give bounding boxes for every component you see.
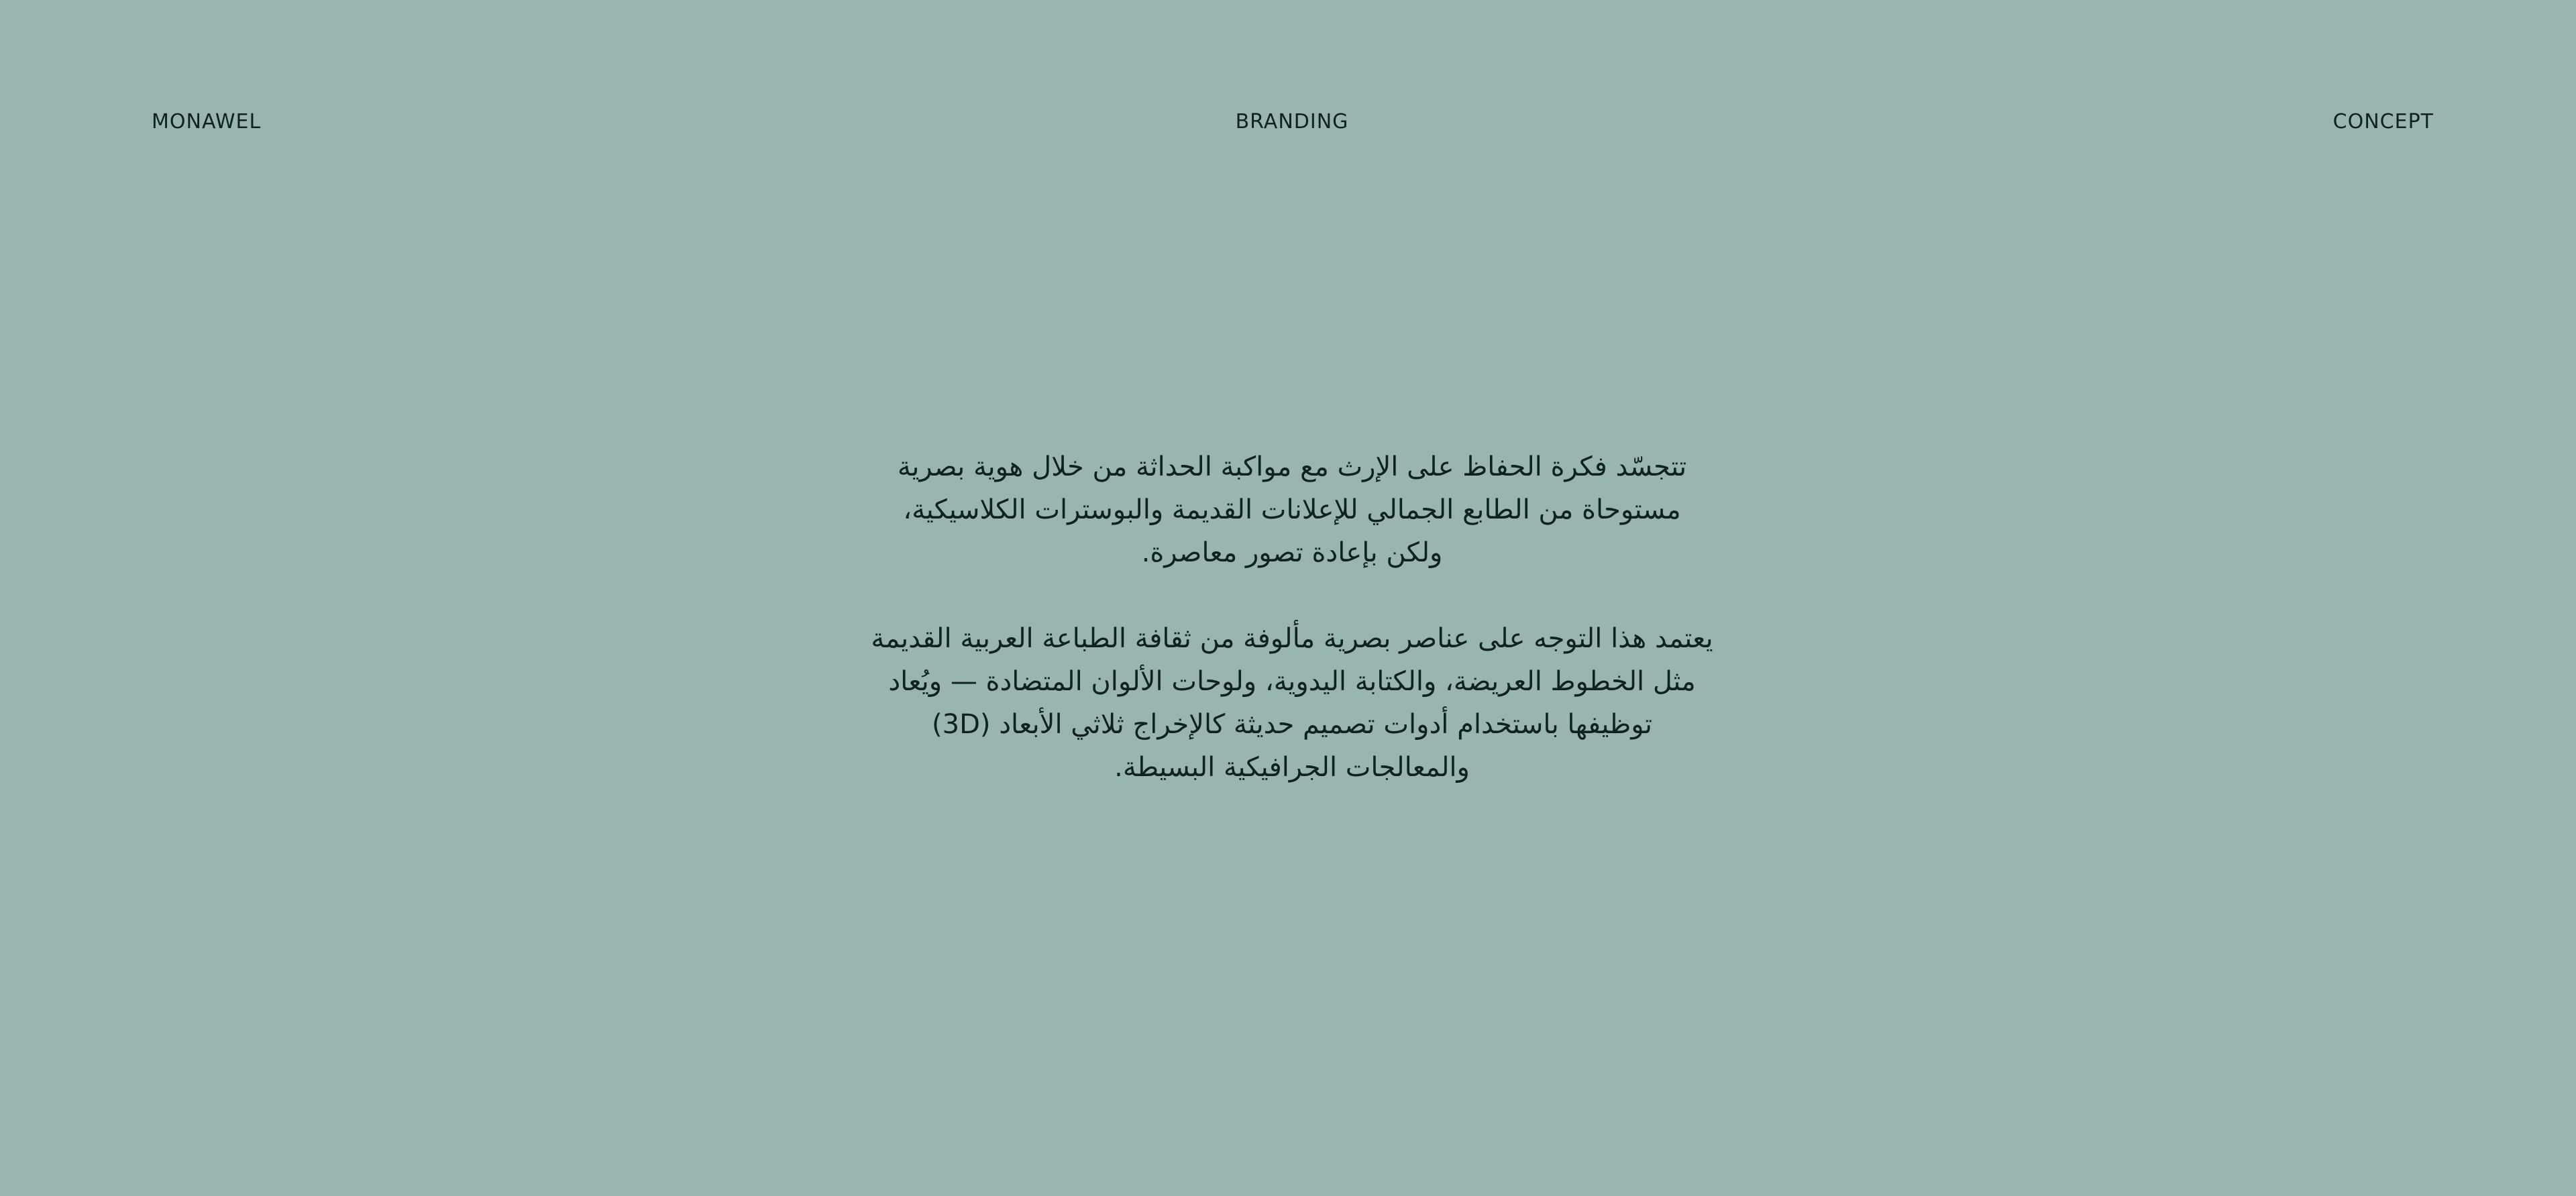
paragraph-2-line-3: توظيفها باستخدام أدوات تصميم حديثة كالإخراج ثلاثي الأبعاد (3D) xyxy=(932,709,1652,740)
paragraph-2-line-4: والمعالجات الجرافيكية البسيطة. xyxy=(1114,752,1470,783)
header-section-label: BRANDING xyxy=(1235,110,1349,133)
header-category-label: CONCEPT xyxy=(2332,110,2434,133)
paragraph-1-line-2: مستوحاة من الطابع الجمالي للإعلانات القديمة والبوسترات الكلاسيكية، xyxy=(903,494,1681,525)
paragraph-1-line-1: تتجسّد فكرة الحفاظ على الإرث مع مواكبة الحداثة من خلال هوية بصرية xyxy=(897,451,1687,482)
paragraph-1-line-3: ولكن بإعادة تصور معاصرة. xyxy=(1141,537,1443,568)
paragraph-2-line-1: يعتمد هذا التوجه على عناصر بصرية مألوفة من ثقافة الطباعة العربية القديمة xyxy=(871,623,1713,654)
description-paragraph-1 xyxy=(751,445,1833,574)
description-text-block xyxy=(751,445,1833,789)
paragraph-2-line-2: مثل الخطوط العريضة، والكتابة اليدوية، ولوحات الألوان المتضادة — ويُعاد xyxy=(888,666,1696,697)
description-paragraph-2 xyxy=(751,617,1833,789)
header-brand-label: MONAWEL xyxy=(152,110,262,133)
